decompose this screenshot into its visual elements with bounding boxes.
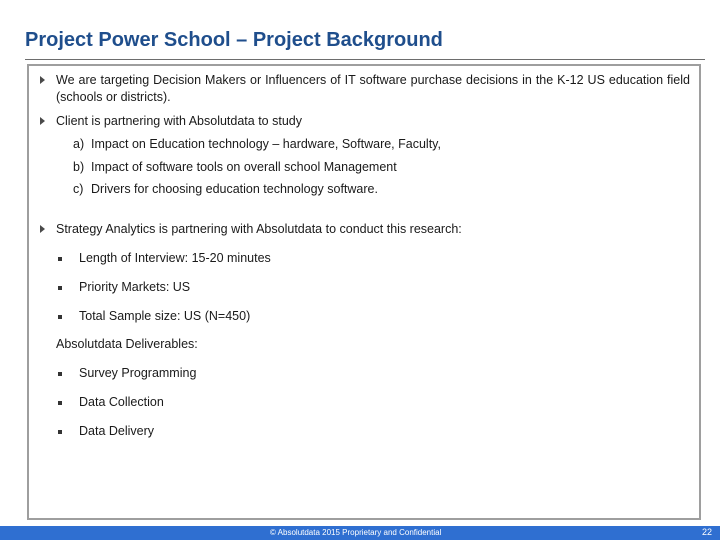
- triangle-bullet-icon: [40, 76, 45, 84]
- square-bullet-icon: [58, 401, 62, 405]
- triangle-bullet-icon: [40, 225, 45, 233]
- footer-copyright: © Absolutdata 2015 Proprietary and Confidential: [270, 528, 442, 537]
- study-marker-b: b): [73, 160, 85, 174]
- square-bullet-icon: [58, 430, 62, 434]
- deliverable-survey-programming: Survey Programming: [79, 366, 197, 380]
- deliverable-data-collection: Data Collection: [79, 395, 164, 409]
- triangle-bullet-icon: [40, 117, 45, 125]
- study-item-a: Impact on Education technology – hardware, Software, Faculty,: [91, 137, 441, 151]
- bullet-target-audience: We are targeting Decision Makers or Influencers of IT software purchase decisions in the K-12 US education field (schools or districts).: [56, 73, 690, 104]
- square-bullet-icon: [58, 257, 62, 261]
- deliverable-data-delivery: Data Delivery: [79, 424, 155, 438]
- slide-title: Project Power School – Project Background: [25, 29, 443, 51]
- square-bullet-icon: [58, 315, 62, 319]
- square-bullet-icon: [58, 372, 62, 376]
- page-number: 22: [701, 527, 712, 537]
- study-item-b: Impact of software tools on overall school Management: [91, 160, 397, 174]
- title-divider: [25, 59, 705, 60]
- study-marker-c: c): [73, 182, 84, 196]
- research-item-sample-size: Total Sample size: US (N=450): [79, 309, 251, 323]
- bullet-client-partnering: Client is partnering with Absolutdata to study: [56, 114, 302, 128]
- study-marker-a: a): [73, 137, 85, 151]
- square-bullet-icon: [58, 286, 62, 290]
- deliverables-heading: Absolutdata Deliverables:: [56, 337, 198, 351]
- research-item-interview-length: Length of Interview: 15-20 minutes: [79, 251, 271, 265]
- study-item-c: Drivers for choosing education technology software.: [91, 182, 378, 196]
- bullet-strategy-analytics: Strategy Analytics is partnering with Absolutdata to conduct this research:: [56, 222, 462, 236]
- research-item-priority-markets: Priority Markets: US: [79, 280, 191, 294]
